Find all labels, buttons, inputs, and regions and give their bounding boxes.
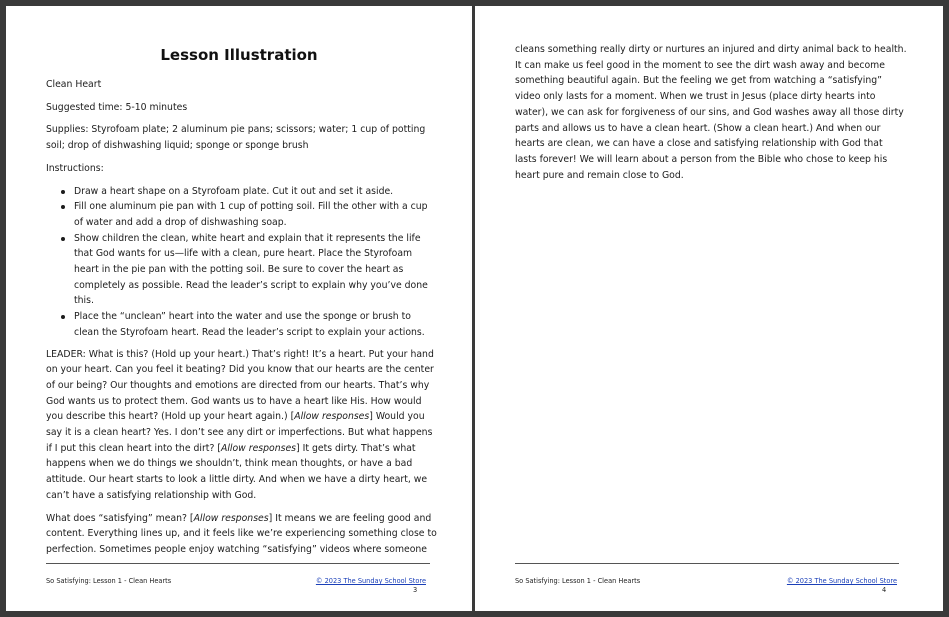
body-text: What does “satisfying” mean? [ <box>46 512 194 524</box>
right-column <box>515 42 907 190</box>
left-column <box>46 77 438 565</box>
leader-text: LEADER: What is this? (Hold up your heart.) That’s right! It’s a heart. Put your hand on your heart. Can you feel it beating? Did you know that our hearts are the center of our being? Our thoughts and emotions are directed from our hearts. That’s why God wants us to protect them. God wants us to have a heart like His. How would you describe this heart? (Hold up your heart again.) [ <box>46 348 434 423</box>
page-number: 3 <box>413 586 418 594</box>
instruction-item: Fill one aluminum pie pan with 1 cup of potting soil. Fill the other with a cup of water and add a drop of dishwashing soap. <box>74 199 438 230</box>
page-number: 4 <box>882 586 887 594</box>
footer-copyright-link[interactable]: © 2023 The Sunday School Store <box>315 577 426 585</box>
footer-lesson-title: So Satisfying: Lesson 1 - Clean Hearts <box>515 577 641 585</box>
stage-direction: Allow responses <box>294 411 370 423</box>
instruction-item: Show children the clean, white heart and explain that it represents the life that God wants for us—life with a clean, pure heart. Place the Styrofoam heart in the pie pan with the potting soil. Be sure to cover the heart as completely as possible. Read the leader’s script to explain why you’ve done this. <box>74 231 438 310</box>
stage-direction: Allow responses <box>193 512 269 524</box>
footer-divider <box>515 563 899 564</box>
supplies-list: Supplies: Styrofoam plate; 2 aluminum pie pans; scissors; water; 1 cup of potting soil; drop of dishwashing liquid; sponge or sponge brush <box>46 124 426 152</box>
instruction-item: Place the “unclean” heart into the water and use the sponge or brush to clean the Styrofoam heart. Read the leader’s script to explain your actions. <box>74 309 438 340</box>
instructions-heading: Instructions: <box>46 162 104 174</box>
satisfying-paragraph <box>46 511 438 558</box>
stage-direction: Allow responses <box>220 442 297 454</box>
suggested-time: Suggested time: 5-10 minutes <box>46 101 188 113</box>
footer-divider <box>46 563 430 564</box>
lesson-subtitle: Clean Heart <box>46 79 102 90</box>
body-text: ] It means we are feeling good and content. Everything lines up, and it feels like we’re experiencing something close to perfection. Sometimes people enjoy watching “satisfying” videos where someone <box>46 512 437 555</box>
instruction-item: Draw a heart shape on a Styrofoam plate. Cut it out and set it aside. <box>74 184 438 200</box>
page-3 <box>6 6 472 611</box>
footer-copyright-link[interactable]: © 2023 The Sunday School Store <box>786 577 897 585</box>
leader-text: ] It gets dirty. That’s what happens when we do things we shouldn’t, think mean thoughts, or have a bad attitude. Our heart starts to look a little dirty. And when we have a dirty heart, we can’t have a satisfying relationship with God. <box>46 442 428 501</box>
page-title: Lesson Illustration <box>160 46 318 64</box>
page-4 <box>475 6 943 611</box>
leader-text: ] Would you say it is a clean heart? Yes. I don’t see any dirt or imperfections. But what happens if I put this clean heart into the dirt? [ <box>46 411 433 454</box>
leader-script <box>46 347 438 504</box>
continued-paragraph: cleans something really dirty or nurtures an injured and dirty animal back to health. It can make us feel good in the moment to see the dirt wash away and become something beautiful again. But the feeling we get from watching a “satisfying” video only lasts for a moment. When we trust in Jesus (place dirty hearts into water), we can ask for forgiveness of our sins, and God washes away all those dirty parts and allows us to have a clean heart. (Show a clean heart.) And when our hearts are clean, we can have a close and satisfying relationship with God that lasts forever! We will learn about a person from the Bible who chose to keep his heart pure and remain close to God. <box>515 44 907 181</box>
footer-lesson-title: So Satisfying: Lesson 1 - Clean Hearts <box>46 577 172 585</box>
instructions-list <box>46 184 438 341</box>
